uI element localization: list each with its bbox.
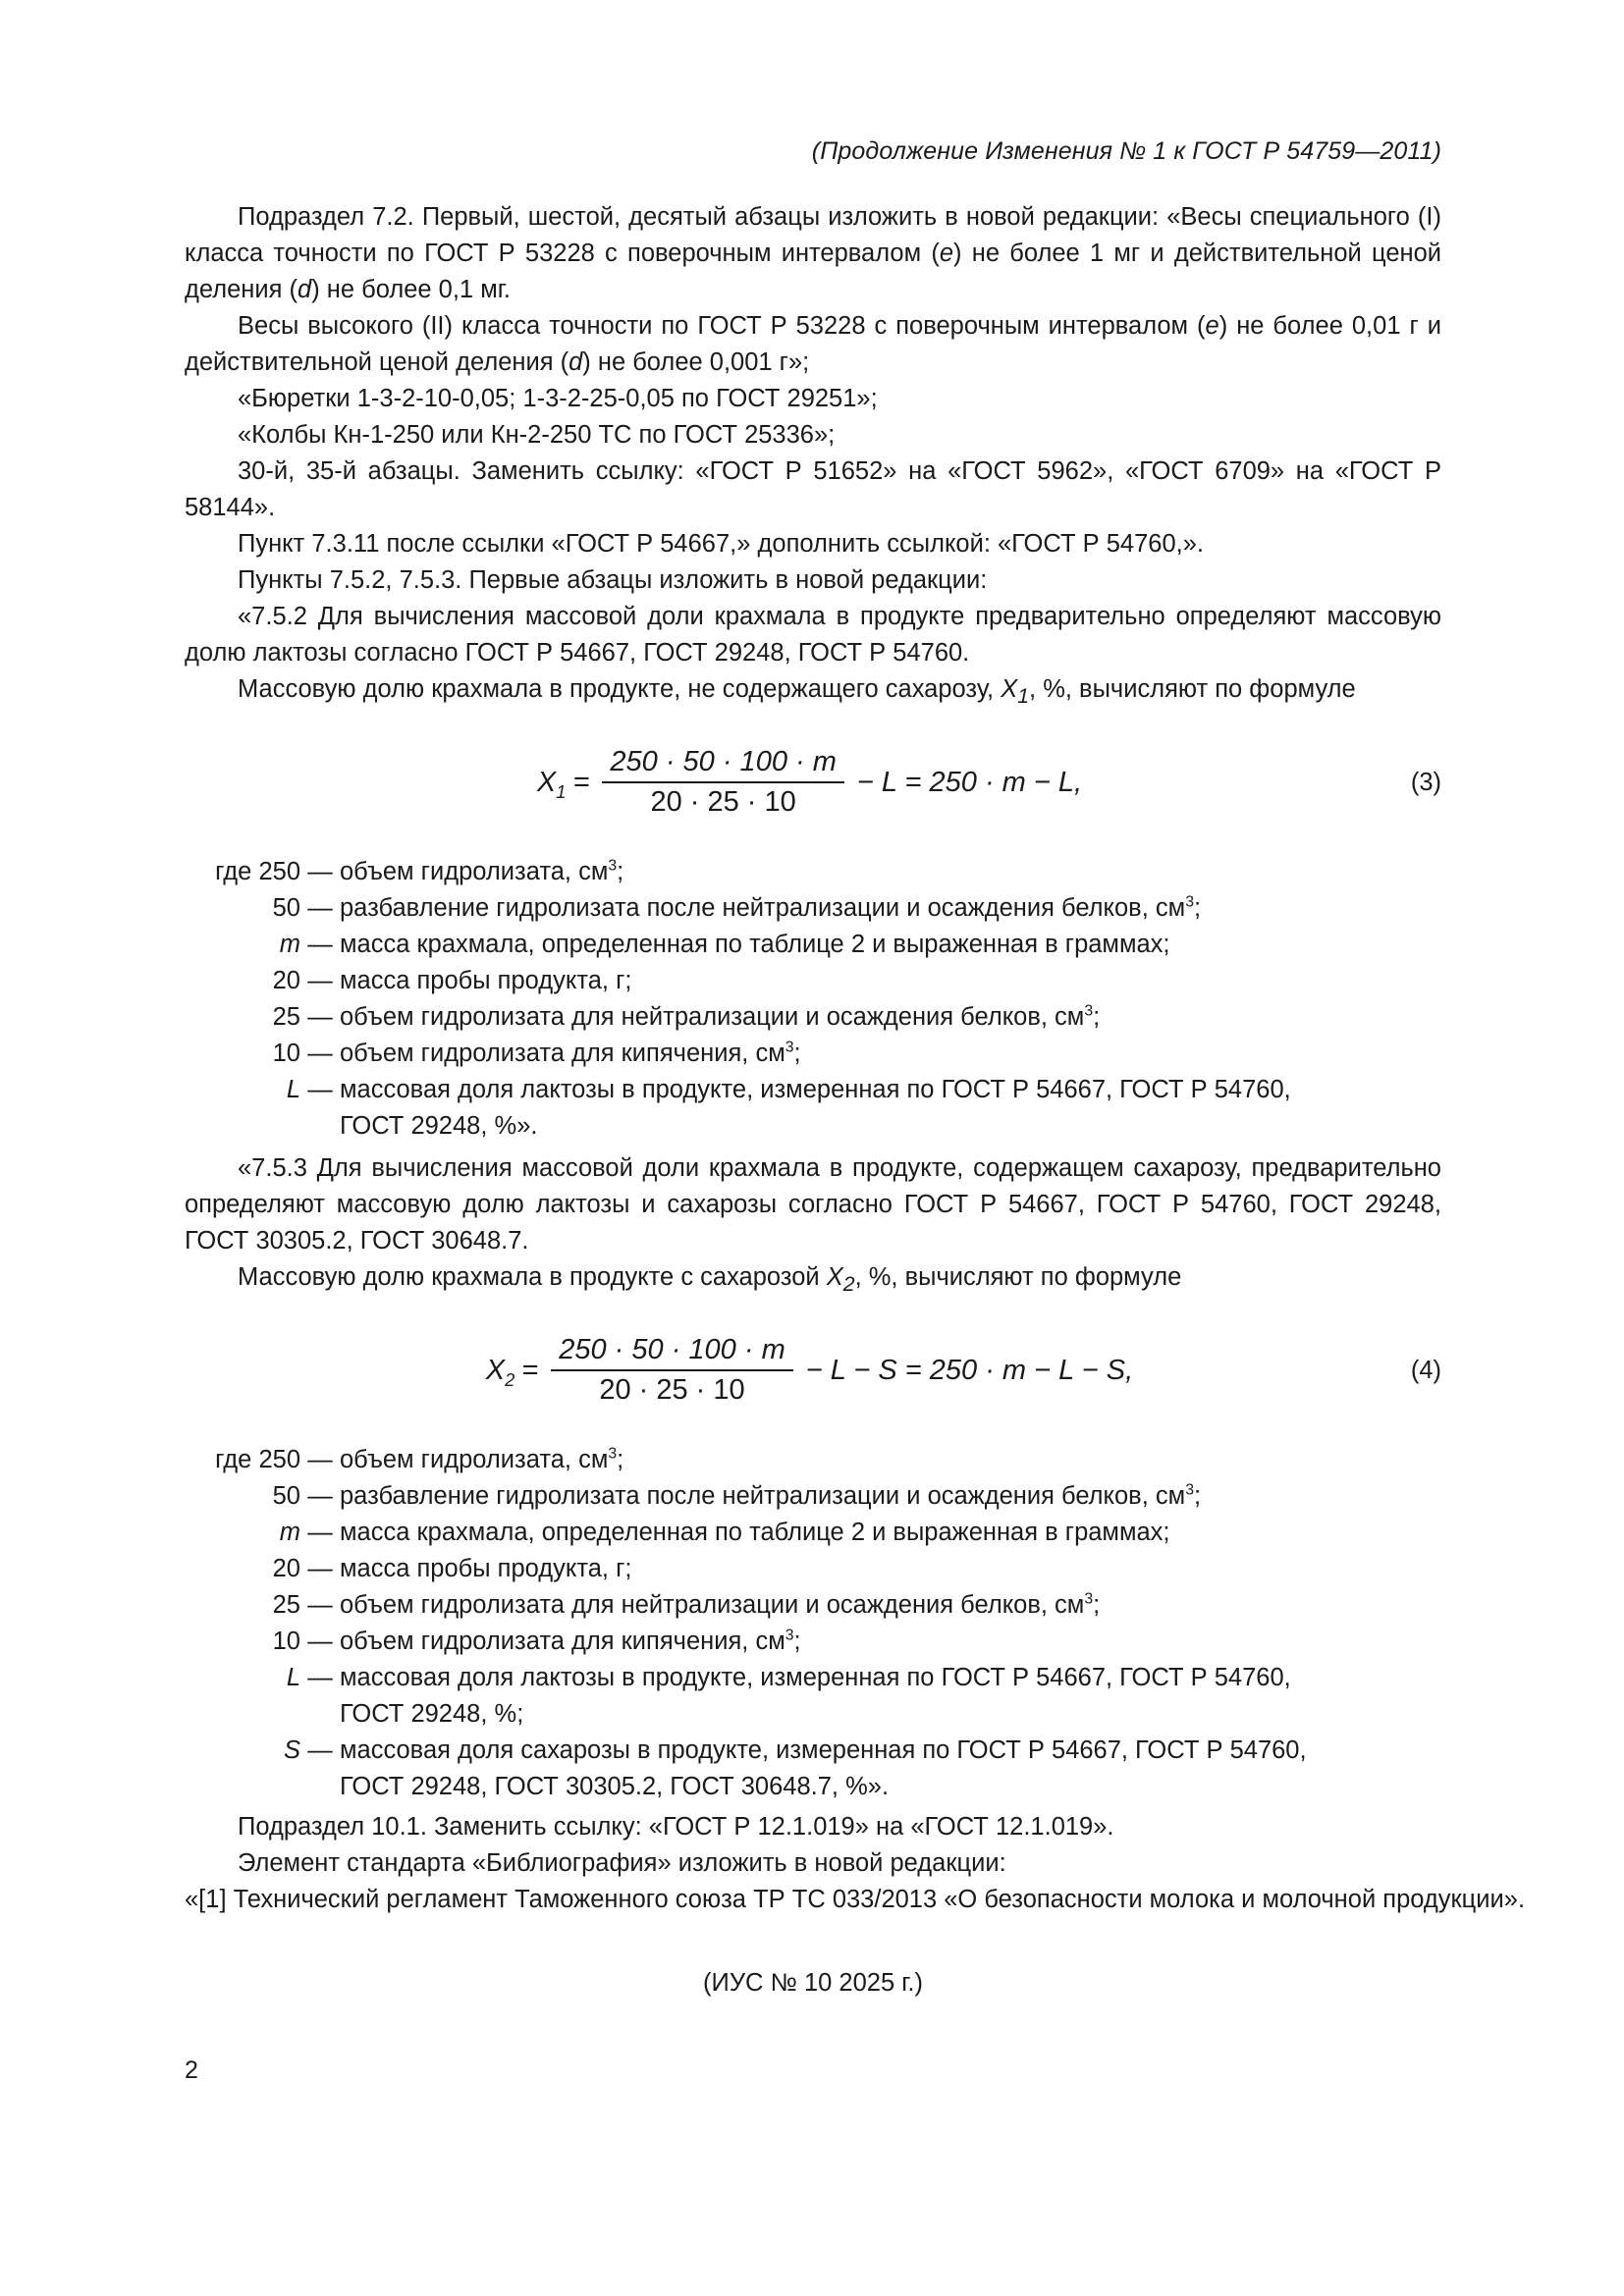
where-desc: массовая доля лактозы в продукте, измеренная по ГОСТ Р 54667, ГОСТ Р 54760, ГОСТ 29248, %». xyxy=(340,1076,1291,1141)
paragraph-scales-class-2: Весы высокого (II) класса точности по ГОСТ Р 53228 с поверочным интервалом (e) не более 0,01 г и действительной ценой деления (d) не более 0,001 г»; xyxy=(185,312,1442,376)
where-row xyxy=(185,1733,1441,1805)
where-dash: — xyxy=(307,1446,333,1474)
where-dash: — xyxy=(307,931,333,959)
where-dash: — xyxy=(307,1040,333,1068)
page-content xyxy=(185,0,1526,1998)
where-desc: объем гидролизата для нейтрализации и осаждения белков, $см^3$; xyxy=(340,1002,1101,1032)
where-desc: объем гидролизата для нейтрализации и осаждения белков, $см^3$; xyxy=(340,1590,1101,1620)
where-desc: объем гидролизата, $см^3$; xyxy=(340,1445,624,1474)
paragraph-10-1: Подраздел 10.1. Заменить ссылку: «ГОСТ Р 12.1.019» на «ГОСТ 12.1.019». xyxy=(238,1813,1114,1842)
running-head: (Продолжение Изменения № 1 к ГОСТ Р 54759—2011) xyxy=(811,137,1441,165)
formula-4-expression xyxy=(486,1334,1140,1407)
where-dash: — xyxy=(307,1591,333,1620)
paragraph-items-7-5-2-7-5-3: Пункты 7.5.2, 7.5.3. Первые абзацы изложить в новой редакции: xyxy=(238,566,988,594)
where-row xyxy=(185,1442,1441,1478)
where-dash: — xyxy=(307,1664,333,1692)
where-symbol: 20 xyxy=(272,967,300,995)
where-desc: объем гидролизата для кипячения, $см^3$; xyxy=(340,1627,801,1656)
paragraph-flasks: «Колбы Кн-1-250 или Кн-2-250 ТС по ГОСТ 25336»; xyxy=(238,421,836,449)
where-dash: — xyxy=(307,1736,333,1765)
paragraph-7-2: Подраздел 7.2. Первый, шестой, десятый абзацы изложить в новой редакции: «Весы специального (I) класса точности по ГОСТ Р 53228 с поверочным интервалом (e) не более 1 мг и действительной ценой деления (d) не более 0,1 мг. xyxy=(185,203,1442,303)
where-dash: — xyxy=(307,967,333,995)
where-symbol: 10 xyxy=(272,1628,300,1656)
where-dash: — xyxy=(307,1076,333,1104)
where-row xyxy=(185,1587,1441,1624)
where-desc: объем гидролизата для кипячения, $см^3$; xyxy=(340,1039,801,1068)
where-row xyxy=(185,890,1441,927)
formula-3-number: (3) xyxy=(1410,768,1441,796)
formula-4-lhs: $X_2$ xyxy=(485,1354,515,1390)
where-dash: — xyxy=(307,1003,333,1032)
where-symbol: S xyxy=(283,1736,300,1765)
where-row xyxy=(185,1660,1441,1733)
where-row xyxy=(185,1551,1441,1587)
formula-3-expression xyxy=(537,746,1089,819)
page-number: 2 xyxy=(185,2056,198,2084)
where-desc: массовая доля сахарозы в продукте, измеренная по ГОСТ Р 54667, ГОСТ Р 54760, ГОСТ 29248, ГОСТ 30305.2, ГОСТ 30648.7, %». xyxy=(340,1736,1307,1801)
where-row xyxy=(185,1478,1441,1515)
where-symbol: m xyxy=(279,1519,300,1547)
where-intro-1: где 250 xyxy=(215,858,300,886)
paragraph-7-5-3-body: «7.5.3 Для вычисления массовой доли крахмала в продукте, содержащем сахарозу, предварительно определяют массовую долю лактозы и сахарозы согласно ГОСТ Р 54667, ГОСТ Р 54760, ГОСТ 29248, ГОСТ 30305.2, ГОСТ 30648.7. xyxy=(185,1154,1441,1255)
where-row xyxy=(185,999,1441,1036)
paragraph-burettes: «Бюретки 1-3-2-10-0,05; 1-3-2-25-0,05 по ГОСТ 29251»; xyxy=(238,385,878,412)
where-symbol: 25 xyxy=(272,1003,300,1032)
where-symbol: 50 xyxy=(272,894,300,923)
where-dash: — xyxy=(307,1519,333,1547)
where-symbol: L xyxy=(286,1664,300,1692)
formula-4-equals: = xyxy=(521,1354,539,1386)
formula-4-tail: − L − S = 250 · m − L − S, xyxy=(805,1354,1134,1386)
formula-3-lhs: $X_1$ xyxy=(536,766,567,802)
formula-4-numerator: 250 · 50 · 100 · m xyxy=(559,1334,785,1366)
where-desc: масса пробы продукта, г; xyxy=(340,967,632,995)
where-row xyxy=(185,1072,1441,1145)
where-desc: масса крахмала, определенная по таблице 2 и выраженная в граммах; xyxy=(340,1519,1170,1547)
where-symbol: 10 xyxy=(272,1040,300,1068)
formula-3 xyxy=(185,740,1441,825)
paragraph-formula3-intro: Массовую долю крахмала в продукте, не содержащего сахарозу, $X_1$, %, вычисляют по формуле xyxy=(238,675,1356,709)
paragraph-bibliography-intro: Элемент стандарта «Библиография» изложить в новой редакции: xyxy=(238,1849,1006,1878)
where-symbol: 50 xyxy=(272,1482,300,1511)
where-desc: масса крахмала, определенная по таблице 2 и выраженная в граммах; xyxy=(340,931,1170,959)
formula-3-numerator: 250 · 50 · 100 · m xyxy=(610,746,837,778)
where-row xyxy=(185,854,1441,890)
where-desc: разбавление гидролизата после нейтрализации и осаждения белков, $см^3$; xyxy=(340,1481,1202,1511)
bibliography-entry-1: «[1] Технический регламент Таможенного союза ТР ТС 033/2013 «О безопасности молока и молочной продукции». xyxy=(185,1886,1526,1914)
where-dash: — xyxy=(307,894,333,923)
where-row xyxy=(185,963,1441,999)
where-intro-2: где 250 xyxy=(215,1446,300,1474)
where-dash: — xyxy=(307,1555,333,1583)
where-desc: массовая доля лактозы в продукте, измеренная по ГОСТ Р 54667, ГОСТ Р 54760, ГОСТ 29248, %; xyxy=(340,1664,1291,1729)
formula-3-denominator: 20 · 25 · 10 xyxy=(650,786,796,819)
formula-3-tail: − L = 250 · m − L, xyxy=(856,766,1083,798)
where-symbol: L xyxy=(286,1076,300,1104)
where-desc: объем гидролизата, $см^3$; xyxy=(340,857,624,886)
where-row xyxy=(185,1036,1441,1072)
where-row xyxy=(185,1515,1441,1551)
where-desc: масса пробы продукта, г; xyxy=(340,1555,632,1583)
where-dash: — xyxy=(307,1482,333,1511)
ius-footer-note: (ИУС № 10 2025 г.) xyxy=(703,1969,923,1998)
formula-3-fraction xyxy=(602,746,844,819)
paragraph-item-7-3-11: Пункт 7.3.11 после ссылки «ГОСТ Р 54667,» дополнить ссылкой: «ГОСТ Р 54760,». xyxy=(238,530,1204,558)
where-desc: разбавление гидролизата после нейтрализации и осаждения белков, $см^3$; xyxy=(340,893,1202,923)
where-symbol: 25 xyxy=(272,1591,300,1620)
where-list-1 xyxy=(185,854,1441,1145)
where-row xyxy=(185,1624,1441,1660)
formula-4 xyxy=(185,1328,1441,1413)
where-dash: — xyxy=(307,1628,333,1656)
formula-4-number: (4) xyxy=(1410,1356,1441,1384)
formula-3-equals: = xyxy=(572,766,590,798)
formula-4-fraction xyxy=(551,1334,793,1407)
where-list-2 xyxy=(185,1442,1441,1805)
paragraph-7-5-2-body: «7.5.2 Для вычисления массовой доли крахмала в продукте предварительно определяют массовую долю лактозы согласно ГОСТ Р 54667, ГОСТ 29248, ГОСТ Р 54760. xyxy=(185,603,1441,667)
paragraph-formula4-intro: Массовую долю крахмала в продукте с сахарозой $X_2$, %, вычисляют по формуле xyxy=(238,1263,1182,1297)
where-symbol: 20 xyxy=(272,1555,300,1583)
where-dash: — xyxy=(307,858,333,886)
paragraph-replace-refs: 30-й, 35-й абзацы. Заменить ссылку: «ГОСТ Р 51652» на «ГОСТ 5962», «ГОСТ 6709» на «ГОСТ Р 58144». xyxy=(185,457,1441,521)
formula-4-denominator: 20 · 25 · 10 xyxy=(599,1374,745,1407)
where-row xyxy=(185,927,1441,963)
where-symbol: m xyxy=(279,931,300,959)
